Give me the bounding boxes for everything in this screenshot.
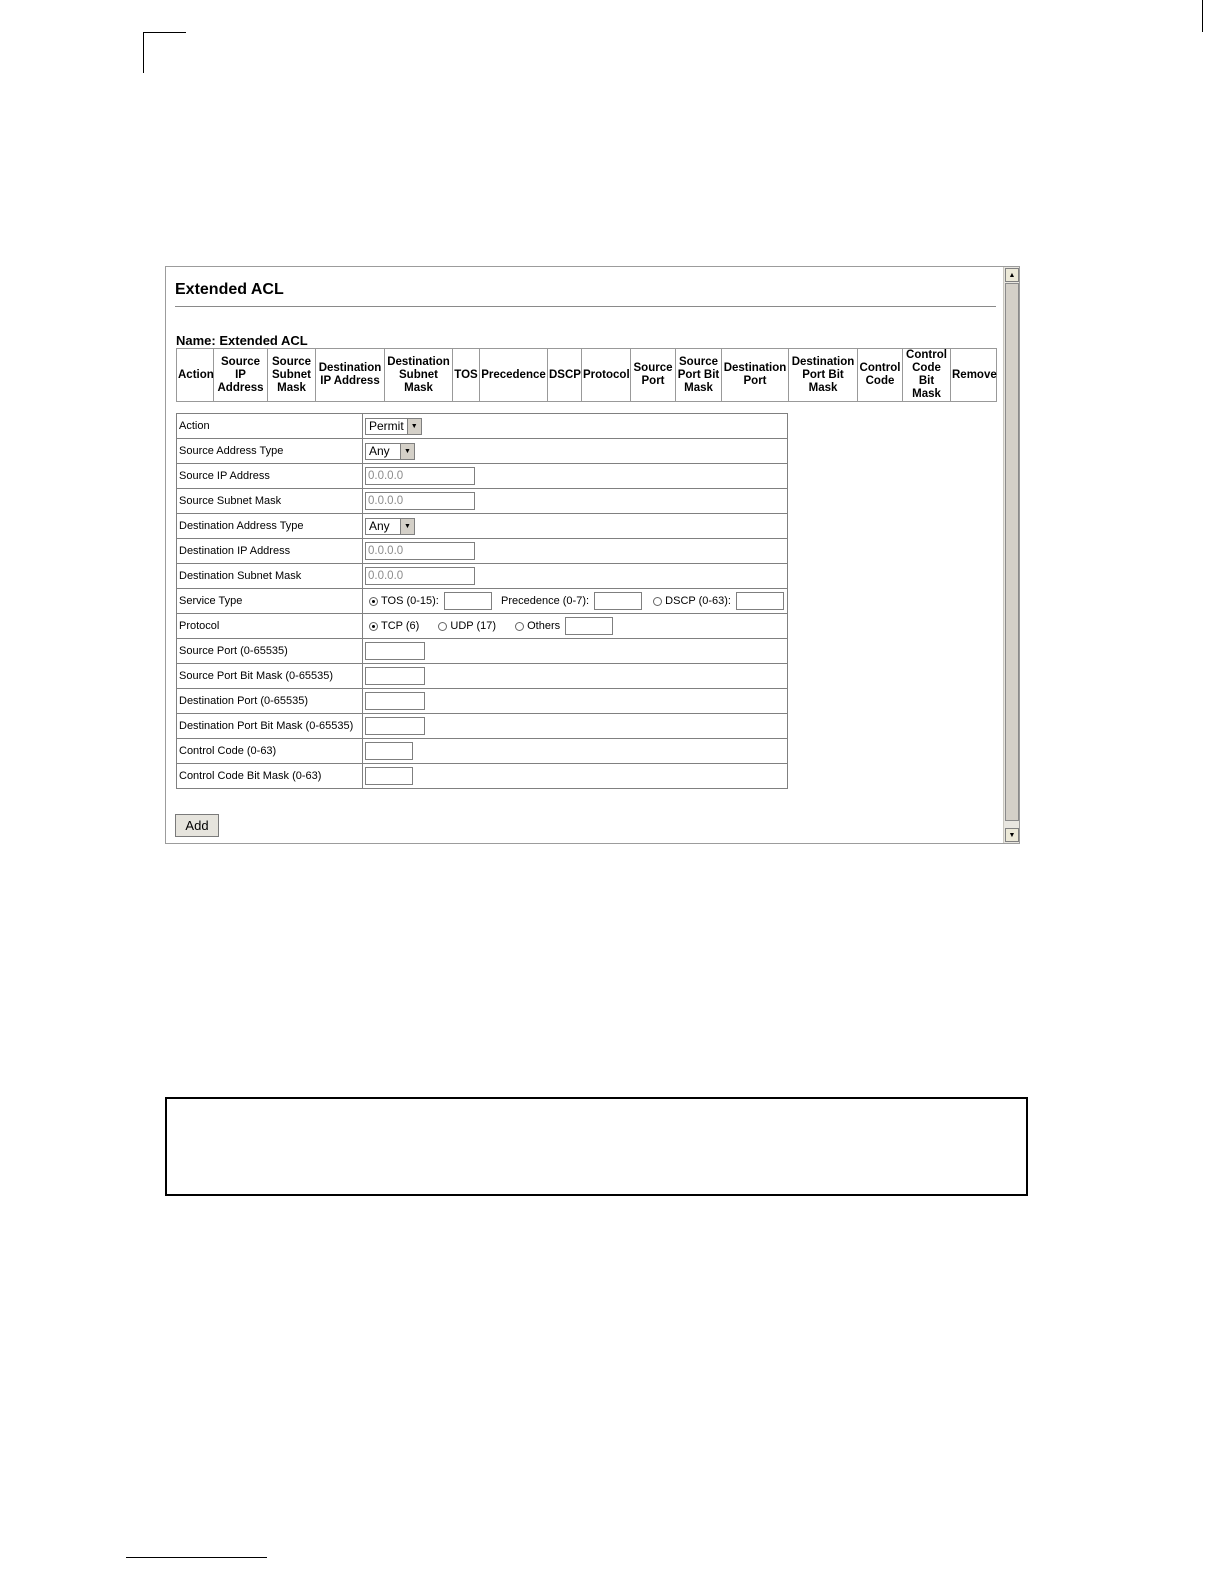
control-code-mask-label: Control Code Bit Mask (0-63) (177, 764, 363, 789)
action-select-value: Permit (369, 419, 404, 433)
form-row-source-port (177, 639, 788, 664)
tos-input[interactable] (444, 592, 492, 610)
form-row-control-code-mask (177, 764, 788, 789)
source-port-mask-label: Source Port Bit Mask (0-65535) (177, 664, 363, 689)
column-header-dest-ip: Destination IP Address (316, 349, 385, 402)
acl-entry-form (176, 413, 788, 789)
dest-mask-input[interactable]: 0.0.0.0 (365, 567, 475, 585)
form-row-protocol (177, 614, 788, 639)
others-radio-label: Others (527, 620, 561, 632)
source-ip-input[interactable]: 0.0.0.0 (365, 467, 475, 485)
source-port-mask-input[interactable] (365, 667, 425, 685)
dest-address-type-value: Any (369, 519, 390, 533)
dest-port-input[interactable] (365, 692, 425, 710)
chevron-down-icon: ▼ (400, 519, 414, 534)
dest-port-label: Destination Port (0-65535) (177, 689, 363, 714)
form-row-dest-address-type (177, 514, 788, 539)
source-mask-label: Source Subnet Mask (177, 489, 363, 514)
column-header-source-port-mask: Source Port Bit Mask (676, 349, 722, 402)
source-address-type-value: Any (369, 444, 390, 458)
column-header-action: Action (177, 349, 214, 402)
form-row-dest-mask (177, 564, 788, 589)
form-row-control-code (177, 739, 788, 764)
form-row-source-mask (177, 489, 788, 514)
form-row-source-ip (177, 464, 788, 489)
binding-mark (1202, 0, 1203, 32)
dest-ip-label: Destination IP Address (177, 539, 363, 564)
acl-rules-table (176, 348, 997, 402)
form-row-service-type (177, 589, 788, 614)
precedence-input[interactable] (594, 592, 642, 610)
column-header-dest-port-mask: Destination Port Bit Mask (789, 349, 858, 402)
add-button[interactable]: Add (175, 814, 219, 837)
column-header-remove: Remove (951, 349, 997, 402)
column-header-protocol: Protocol (582, 349, 631, 402)
source-ip-label: Source IP Address (177, 464, 363, 489)
column-header-source-ip: Source IP Address (214, 349, 268, 402)
note-box (165, 1097, 1028, 1196)
arrow-down-icon[interactable]: ▼ (1005, 828, 1019, 842)
dscp-radio-label: DSCP (0-63): (665, 595, 731, 607)
column-header-dest-mask: Destination Subnet Mask (385, 349, 453, 402)
dest-port-mask-label: Destination Port Bit Mask (0-65535) (177, 714, 363, 739)
form-row-dest-port (177, 689, 788, 714)
column-header-tos: TOS (453, 349, 480, 402)
source-port-label: Source Port (0-65535) (177, 639, 363, 664)
tos-radio-label: TOS (0-15): (381, 595, 439, 607)
column-header-dest-port: Destination Port (722, 349, 789, 402)
form-row-action (177, 414, 788, 439)
dest-ip-input[interactable]: 0.0.0.0 (365, 542, 475, 560)
dest-port-mask-input[interactable] (365, 717, 425, 735)
tcp-radio-label: TCP (6) (381, 620, 420, 632)
dscp-input[interactable] (736, 592, 784, 610)
column-header-control-code: Control Code (858, 349, 903, 402)
column-header-source-port: Source Port (631, 349, 676, 402)
extended-acl-window (165, 266, 1020, 844)
arrow-up-icon[interactable]: ▲ (1005, 268, 1019, 282)
action-select[interactable] (365, 418, 422, 435)
precedence-label: Precedence (0-7): (501, 595, 590, 607)
udp-radio[interactable] (438, 622, 447, 631)
tcp-radio[interactable] (369, 622, 378, 631)
form-row-source-port-mask (177, 664, 788, 689)
acl-table-header-row (177, 349, 997, 402)
source-mask-input[interactable]: 0.0.0.0 (365, 492, 475, 510)
service-type-label: Service Type (177, 589, 363, 614)
page-title: Extended ACL (175, 281, 284, 298)
dest-address-type-label: Destination Address Type (177, 514, 363, 539)
others-protocol-input[interactable] (565, 617, 613, 635)
dest-address-type-select[interactable] (365, 518, 415, 535)
column-header-precedence: Precedence (480, 349, 548, 402)
chevron-down-icon: ▼ (407, 419, 421, 434)
form-row-source-address-type (177, 439, 788, 464)
column-header-dscp: DSCP (548, 349, 582, 402)
source-address-type-select[interactable] (365, 443, 415, 460)
page-corner-mark (143, 32, 186, 73)
dscp-radio[interactable] (653, 597, 662, 606)
others-radio[interactable] (515, 622, 524, 631)
control-code-mask-input[interactable] (365, 767, 413, 785)
acl-name-label: Name: Extended ACL (176, 333, 308, 348)
footer-rule (126, 1557, 267, 1558)
chevron-down-icon: ▼ (400, 444, 414, 459)
protocol-label: Protocol (177, 614, 363, 639)
column-header-control-code-mask: Control Code Bit Mask (903, 349, 951, 402)
control-code-label: Control Code (0-63) (177, 739, 363, 764)
source-address-type-label: Source Address Type (177, 439, 363, 464)
dest-mask-label: Destination Subnet Mask (177, 564, 363, 589)
control-code-input[interactable] (365, 742, 413, 760)
action-label: Action (177, 414, 363, 439)
scrollbar-thumb[interactable] (1005, 283, 1019, 821)
form-row-dest-port-mask (177, 714, 788, 739)
source-port-input[interactable] (365, 642, 425, 660)
form-row-dest-ip (177, 539, 788, 564)
vertical-scrollbar[interactable] (1003, 267, 1019, 843)
column-header-source-mask: Source Subnet Mask (268, 349, 316, 402)
udp-radio-label: UDP (17) (450, 620, 497, 632)
tos-radio[interactable] (369, 597, 378, 606)
heading-divider (175, 306, 996, 307)
